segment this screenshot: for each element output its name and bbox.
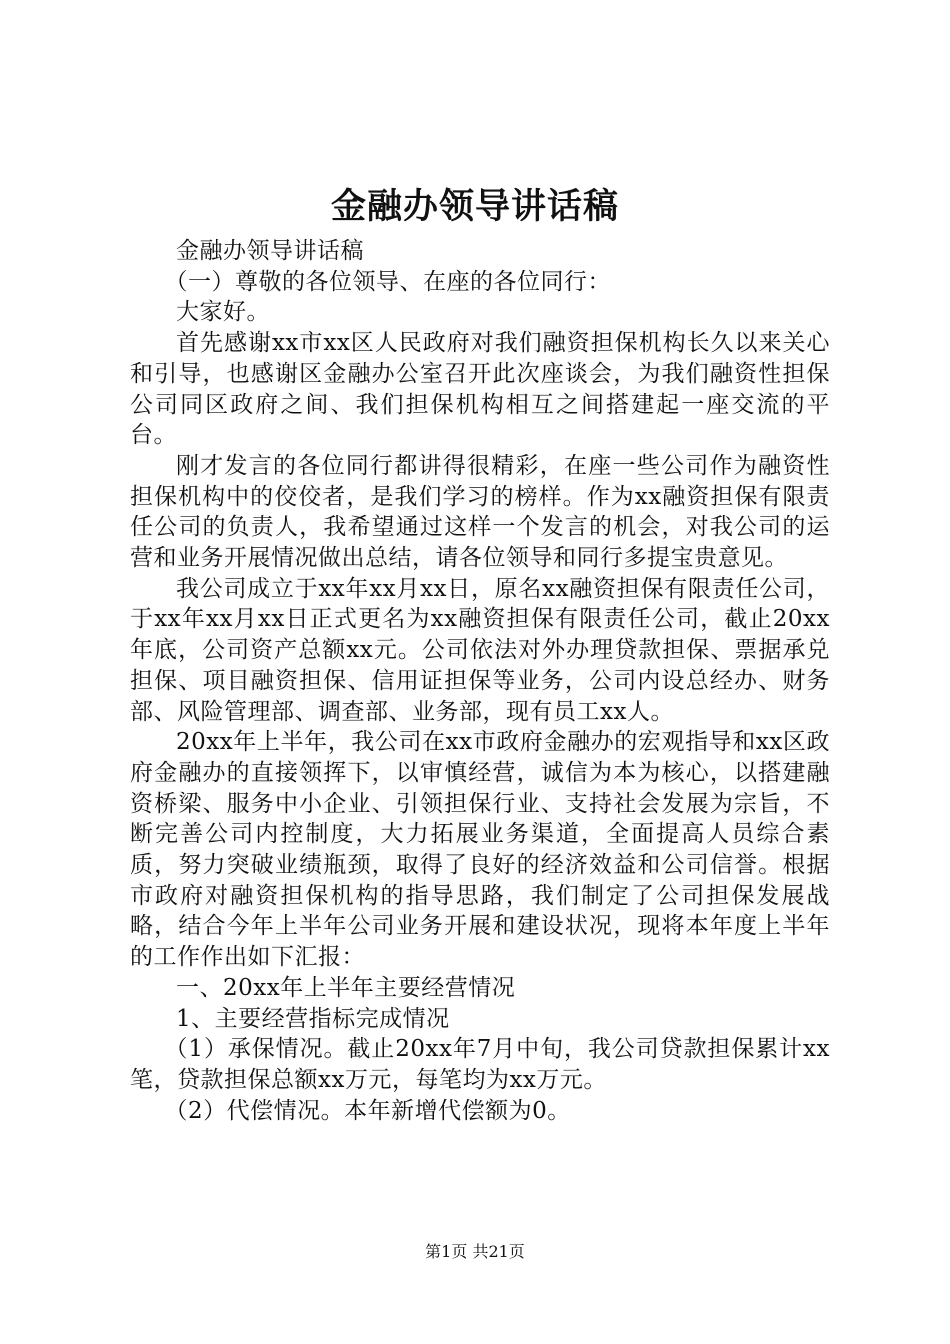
document-title: 金融办领导讲话稿 (330, 186, 619, 227)
paragraph-company-profile: 我公司成立于xx年xx月xx日，原名xx融资担保有限责任公司，于xx年xx月xx日正式更名为xx融资担保有限责任公司，截止20xx年底，公司资产总额xx元。公司依法对外办理贷款担保、票据承兑担保、项目融资担保、信用证担保等业务，公司内设总经办、财务部、风险管理部、调查部、业务部，现有员工xx人。 (130, 575, 830, 725)
paragraph-half-year-summary: 20xx年上半年，我公司在xx市政府金融办的宏观指导和xx区政府金融办的直接领挥下，以审慎经营，诚信为本为核心，以搭建融资桥梁、服务中小企业、引领担保行业、支持社会发展为宗旨，不断完善公司内控制度，大力拓展业务渠道，全面提高人员综合素质，努力突破业绩瓶颈，取得了良好的经济效益和公司信誉。根据市政府对融资担保机构的指导思路，我们制定了公司担保发展战略，结合今年上半年公司业务开展和建设状况，现将本年度上半年的工作作出如下汇报： (130, 729, 831, 971)
paragraph-subtitle: 金融办领导讲话稿 (176, 238, 364, 264)
paragraph-intro: 刚才发言的各位同行都讲得很精彩，在座一些公司作为融资性担保机构中的佼佼者，是我们学习的榜样。作为xx融资担保有限责任公司的负责人，我希望通过这样一个发言的机会，对我公司的运营和业务开展情况做出总结，请各位领导和同行多提宝贵意见。 (130, 452, 830, 572)
paragraph-thanks: 首先感谢xx市xx区人民政府对我们融资担保机构长久以来关心和引导，也感谢区金融办公室召开此次座谈会，为我们融资性担保公司同区政府之间、我们担保机构相互之间搭建起一座交流的平台。 (130, 330, 830, 449)
paragraph-salutation: （一）尊敬的各位领导、在座的各位同行： (164, 268, 611, 295)
paragraph-underwriting: （1）承保情况。截止20xx年7月中旬，我公司贷款担保累计xx笔，贷款担保总额xx万元，每笔均为xx万元。 (130, 1036, 830, 1093)
paragraph-greeting: 大家好。 (176, 299, 270, 326)
subsection-heading-1: 1、主要经营指标完成情况 (176, 1005, 450, 1032)
section-heading-1: 一、20xx年上半年主要经营情况 (176, 974, 516, 1001)
document-body (130, 236, 830, 1126)
page-footer: 第1页 共21页 (425, 1242, 525, 1261)
paragraph-compensation: （2）代偿情况。本年新增代偿额为0。 (164, 1097, 571, 1124)
